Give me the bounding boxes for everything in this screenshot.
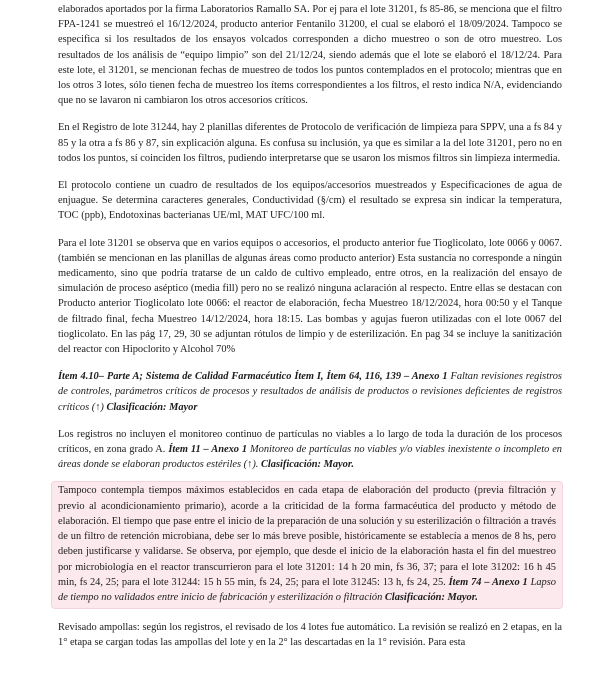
item-74-classification: Clasificación: Mayor. xyxy=(384,591,478,603)
finding-heading-classification: Clasificación: Mayor xyxy=(106,401,198,413)
paragraph-tioglicolato: Para el lote 31201 se observa que en varios equipos o accesorios, el producto anterior fue Tioglicolato, lote 0066 y 0067. (también se mencionan en las planillas de algunas áreas como producto anterior) Esta sustancia no corresponde a ningún medicamento, sino que podría tratarse de un caldo de cultivo empleado, entre otros, en la realización del ensayo de simulación de proceso aséptico (media fill) pero no se realizó ninguna aclaración al respecto. Entre ellas se destacan con Producto anterior Tioglicolato lote 0066: el reactor de elaboración, fecha Muestreo 18/12/2024, hora 00:50 y el Tanque de filtrado final, fecha Muestreo 14/12/2024, hora 18:15. Las bombas y agujas fueron utilizadas con el lote 0067 del tioglicolato. En las pág 17, 29, 30 se adjuntan rótulos de limpio y de esterilización. En pag 34 se incluye la sanitización del reactor con Hipoclorito y Alcohol 70% xyxy=(58,237,562,356)
item-11-classification: Clasificación: Mayor. xyxy=(260,459,354,471)
finding-heading-description: Faltan revisiones registros de controles, parámetros críticos de procesos y resultados de análisis de productos o revisiones deficientes de registros críticos (↑) xyxy=(58,371,562,413)
paragraph-revisado-ampollas: Revisado ampollas: según los registros, el revisado de los 4 lotes fue automático. La revisión se realizó en 2 etapas, en la 1° etapa se cargan todas las ampollas del lote y en la 2° las descartadas en la 1° revisión. Para esta xyxy=(58,622,562,649)
highlighted-text: Tampoco contempla tiempos máximos establecidos en cada etapa de elaboración del producto (previa filtración y previo al acondicionamiento primario), acorde a la criticidad de la forma farmacéutica del producto y método de elaboración. El tiempo que pase entre el inicio de la preparación de una solución y su esterilización o filtración a través de un filtro de retención microbiana, debe ser lo más breve posible, históricamente se establecía a menos de 8 hs, pero deben justificarse y validarse. Se observa, por ejemplo, que desde el inicio de la elaboración hasta el fin del muestreo por microbiología en el reactor transcurrieron para el lote 31201: 14 h 20 min, fs 36, 37; para el lote 31202: 16 h 45 min, fs 24, 25; para el lote 31244: 15 h 55 min, fs 24, 25; para el lote 31245: 13 h, fs 24, 25. xyxy=(58,485,556,588)
paragraph-lote-31201-filtro: elaborados aportados por la firma Laboratorios Ramallo SA. Por ej para el lote 31201, fs 85-86, se menciona que el filtro FPA-1241 se muestreó el 16/12/2024, producto anterior Fentanilo 31200, el cual se elaboró el 18/09/2024. Tampoco se especifica si los resultados de los ensayos volcados corresponden a dicho muestreo o son de otro muestreo. Los resultados de los análisis de “equipo limpio” son del 21/12/24, siendo además que el lote se elaboró el 18/12/24. Para este lote, el 31201, se mencionan fechas de muestreo de todos los puntos contemplados en el protocolo; mientras que en los otros 3 lotes, sólo tienen fecha de muestreo los ítems correspondientes a los filtros, el resto indica N/A, evidenciando que no se lavaron ni cambiaron los otros accesorios críticos. xyxy=(58,4,562,107)
item-74-description: Lapso de tiempo no validados entre inicio de fabricación y esterilización o filtración xyxy=(58,576,556,603)
finding-heading-4-10 xyxy=(58,369,562,415)
item-74-reference: Ítem 74 – Anexo 1 xyxy=(448,576,528,588)
paragraph-particulas-no-viables xyxy=(58,427,562,473)
paragraph-particulas-text: Los registros no incluyen el monitoreo continuo de partículas no viables a lo largo de toda la duración de los procesos críticos, en zona grado A. xyxy=(58,428,562,456)
paragraph-lote-31244: En el Registro de lote 31244, hay 2 planillas diferentes de Protocolo de verificación de limpieza para SPPV, una a fs 84 y 85 y la otra a fs 86 y 87, sin explicación alguna. Es confusa su inclusión, ya que es similar a la del lote 31201, pero no en todos los puntos, sí coinciden los filtros, pudiendo interpretarse que se usaron los mismos filtros sin limpieza intermedia. xyxy=(58,122,562,164)
highlighted-paragraph-tiempos-maximos xyxy=(52,482,562,608)
item-11-description: Monitoreo de partículas no viables y/o viables inexistente o incompleto en áreas donde se elaboran productos estériles (↑). xyxy=(58,444,562,471)
item-11-reference: Ítem 11 – Anexo 1 xyxy=(168,444,248,456)
finding-heading-reference: Ítem 4.10– Parte A; Sistema de Calidad Farmacéutico Ítem I, Ítem 64, 116, 139 – Anexo 1 xyxy=(58,371,448,383)
paragraph-protocolo-resultados: El protocolo contiene un cuadro de resultados de los equipos/accesorios muestreados y Especificaciones de agua de enjuague. Se determina caracteres generales, Conductividad (§/cm) el resultado se expresa sin indicar la temperatura, TOC (ppb), Endotoxinas bacterianas UE/ml, MAT UFC/100 ml. xyxy=(58,180,562,222)
